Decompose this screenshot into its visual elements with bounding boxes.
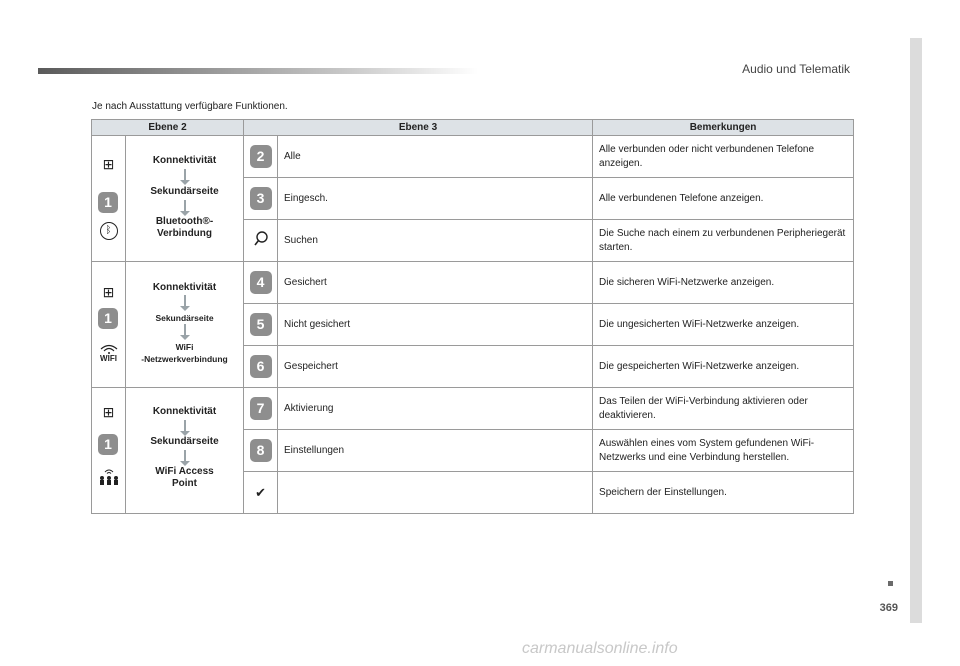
step-cell xyxy=(244,304,278,346)
remark: Die ungesicherten WiFi-Netzwerke anzeigen. xyxy=(593,304,854,346)
nav-target: WiFi -Netzwerkverbindung xyxy=(141,342,228,364)
step-badge: 1 xyxy=(98,308,118,329)
remark: Das Teilen der WiFi-Verbindung aktivieren oder deaktivieren. xyxy=(593,388,854,430)
step-badge: 6 xyxy=(250,355,272,378)
remark: Die gespeicherten WiFi-Netzwerke anzeigen. xyxy=(593,346,854,388)
intro-text: Je nach Ausstattung verfügbare Funktionen. xyxy=(92,101,288,112)
step-badge: 3 xyxy=(250,187,272,210)
nav-path-cell xyxy=(126,136,244,262)
grid-icon: ⊞ xyxy=(102,284,115,300)
level3-label: Eingesch. xyxy=(278,178,593,220)
section-title: Audio und Telematik xyxy=(742,62,850,76)
nav-konnektivitaet: Konnektivität xyxy=(152,282,217,293)
nav-path-cell xyxy=(126,388,244,514)
level3-label: Nicht gesichert xyxy=(278,304,593,346)
step-cell xyxy=(244,472,278,514)
nav-sekundaerseite: Sekundärseite xyxy=(150,186,219,197)
step-badge: 1 xyxy=(98,192,118,213)
header-ebene-2: Ebene 2 xyxy=(92,120,244,136)
step-badge: 5 xyxy=(250,313,272,336)
header-ebene-3: Ebene 3 xyxy=(244,120,593,136)
level3-label: Einstellungen xyxy=(278,430,593,472)
remark: Speichern der Einstellungen. xyxy=(593,472,854,514)
level3-label: Alle xyxy=(278,136,593,178)
nav-path-cell xyxy=(126,262,244,388)
level3-label: Gesichert xyxy=(278,262,593,304)
level3-label: Gespeichert xyxy=(278,346,593,388)
level3-label: Suchen xyxy=(278,220,593,262)
group-icon-cell xyxy=(92,262,126,388)
step-cell xyxy=(244,178,278,220)
checkmark-icon: ✔ xyxy=(255,484,266,500)
grid-icon: ⊞ xyxy=(102,404,115,420)
nav-target: WiFi Access Point xyxy=(155,466,214,489)
bluetooth-icon: ᛒ xyxy=(100,222,118,240)
step-badge: 8 xyxy=(250,439,272,462)
nav-konnektivitaet: Konnektivität xyxy=(152,155,217,166)
wifi-icon-label: WIFI xyxy=(100,354,117,363)
page-number: 369 xyxy=(879,602,898,614)
table-row xyxy=(92,388,854,430)
step-badge: 2 xyxy=(250,145,272,168)
function-table xyxy=(91,119,854,514)
remark: Auswählen eines vom System gefundenen WiFi-Netzwerks und eine Verbindung herstellen. xyxy=(593,430,854,472)
level3-label xyxy=(278,472,593,514)
watermark: carmanualsonline.info xyxy=(522,640,678,657)
table-row xyxy=(92,262,854,304)
remark: Die sicheren WiFi-Netzwerke anzeigen. xyxy=(593,262,854,304)
step-badge: 7 xyxy=(250,397,272,420)
step-cell xyxy=(244,430,278,472)
search-icon xyxy=(253,230,269,248)
hotspot-icon xyxy=(98,468,120,486)
table-header-row xyxy=(92,120,854,136)
step-cell xyxy=(244,136,278,178)
remark: Die Suche nach einem zu verbundenen Peripheriegerät starten. xyxy=(593,220,854,262)
table-row xyxy=(92,136,854,178)
nav-konnektivitaet: Konnektivität xyxy=(152,406,217,417)
step-cell xyxy=(244,388,278,430)
header-bemerkungen: Bemerkungen xyxy=(593,120,854,136)
nav-target: Bluetooth®- Verbindung xyxy=(155,216,214,239)
wifi-icon xyxy=(100,344,118,354)
remark: Alle verbundenen Telefone anzeigen. xyxy=(593,178,854,220)
group-icon-cell xyxy=(92,136,126,262)
nav-sekundaerseite: Sekundärseite xyxy=(150,436,219,447)
step-badge: 1 xyxy=(98,434,118,455)
step-cell xyxy=(244,220,278,262)
step-cell xyxy=(244,262,278,304)
level3-label: Aktivierung xyxy=(278,388,593,430)
grid-icon: ⊞ xyxy=(102,156,115,172)
group-icon-cell xyxy=(92,388,126,514)
nav-sekundaerseite: Sekundärseite xyxy=(155,313,214,323)
remark: Alle verbunden oder nicht verbundenen Telefone anzeigen. xyxy=(593,136,854,178)
page-marker xyxy=(888,581,893,586)
step-cell xyxy=(244,346,278,388)
page-edge-strip xyxy=(910,38,922,623)
step-badge: 4 xyxy=(250,271,272,294)
header-bar xyxy=(38,68,478,74)
